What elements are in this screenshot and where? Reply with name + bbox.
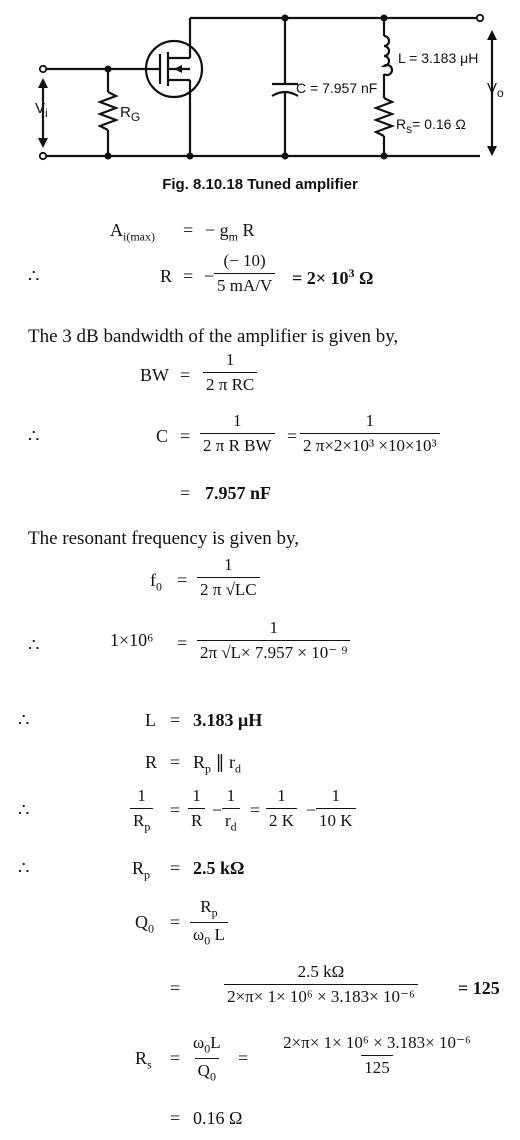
eq10-lhs-fraction: $\frac{1}{R_p}$ (130, 786, 153, 834)
rs-resistor (376, 98, 392, 136)
eq8-lhs: L (145, 710, 156, 730)
eq11-value: 2.5 kΩ (193, 858, 245, 878)
eq12-lhs: $Q_0$ (135, 912, 154, 936)
eq4-fraction-b: $\frac{1}{\text{2 π×2×10³ ×10×10³}}$ (300, 411, 440, 456)
eq1-lhs: $A_{i(max)}$ (110, 220, 155, 244)
eq6-fraction: $\frac{1}{2 \pi √LC}$ (197, 555, 260, 600)
eq9-equals: = (170, 752, 181, 772)
eq14-equals: = (170, 1048, 181, 1068)
eq15-equals: = (170, 1108, 181, 1128)
therefore-symbol: ∴ (28, 635, 40, 655)
eq14-lhs: $R_s$ (135, 1048, 152, 1072)
eq2-fraction: $\frac{(- 10)}{5 mA/V}$ (214, 251, 275, 296)
eq10-fraction-a: $\frac{1}{R}$ (188, 786, 205, 831)
eq13-result: = 125 (458, 978, 500, 998)
eq10-fraction-c: $\frac{1}{2 K}$ (266, 786, 297, 831)
vo-label: $V_o$ (487, 80, 504, 100)
eq5-equals: = (180, 483, 191, 503)
eq10-minus: − (212, 800, 223, 820)
eq2-lhs: R (160, 266, 173, 286)
rg-resistor (100, 92, 116, 130)
eq10-fraction-b: $\frac{1}{r_d}$ (222, 786, 240, 834)
figure-caption: Fig. 8.10.18 Tuned amplifier (162, 176, 358, 193)
therefore-symbol: ∴ (18, 858, 30, 878)
inductor-coil (384, 36, 392, 75)
eq2-minus: − (204, 266, 215, 286)
capacitor-label: C = 7.957 nF (296, 80, 378, 96)
eq14-fraction-b: $\frac{\text{2×π× 1× 10⁶ × 3.183× 10⁻⁶}}{125}$ (283, 1033, 471, 1077)
eq3-fraction: $\frac{1}{\text{2 π RC}}$ (203, 350, 257, 395)
eq9-rhs: $R_p$ ∥ $r_d$ (193, 752, 242, 776)
eq12-equals: = (170, 912, 181, 932)
eq14-equals-2: = (238, 1048, 249, 1068)
tuned-amplifier-circuit (0, 0, 520, 170)
eq2-equals: = (183, 266, 194, 286)
bandwidth-text: The 3 dB bandwidth of the amplifier is given by, (28, 326, 399, 347)
eq13-equals: = (170, 978, 181, 998)
rs-label: $R_s= 0.16$ Ω (396, 116, 466, 136)
rg-label: $R_G$ (120, 104, 141, 124)
eq7-fraction: $\frac{1}{\text{2π √L× 7.957 × 10⁻ ⁹}}$ (197, 618, 350, 663)
eq9-lhs: R (145, 752, 158, 772)
eq5-value: 7.957 nF (205, 483, 272, 503)
eq1-equals: = (183, 220, 194, 240)
eq6-equals: = (177, 570, 188, 590)
eq4-equals-2: = (287, 426, 298, 446)
eq10-equals-2: = (250, 800, 261, 820)
eq10-minus-2: − (306, 800, 317, 820)
eq7-equals: = (177, 633, 188, 653)
eq1-rhs: − $g_m$ R (205, 220, 255, 244)
eq3-lhs: BW (140, 365, 169, 385)
eq4-fraction-a: $\frac{1}{\text{2 π R BW}}$ (200, 411, 275, 456)
eq4-equals: = (180, 426, 191, 446)
eq3-equals: = (180, 365, 191, 385)
eq10-equals: = (170, 800, 181, 820)
eq14-fraction-a: $\frac{\omega_0L}{Q_0}$ (193, 1033, 221, 1084)
eq12-fraction: $\frac{R_p}{\omega_0 L}$ (190, 897, 228, 949)
eq2-result: = $2\times 10^3$ Ω (292, 266, 374, 288)
eq8-value: 3.183 μH (193, 710, 263, 730)
eq11-equals: = (170, 858, 181, 878)
therefore-symbol: ∴ (18, 800, 30, 820)
therefore-symbol: ∴ (18, 710, 30, 730)
therefore-symbol: ∴ (28, 266, 40, 286)
therefore-symbol: ∴ (28, 426, 40, 446)
eq10-fraction-d: $\frac{1}{10 K}$ (316, 786, 356, 831)
inductor-label: L = 3.183 μH (398, 50, 479, 66)
vi-label: $V_i$ (35, 100, 48, 120)
eq11-lhs: $R_p$ (132, 858, 151, 882)
eq4-lhs: C (156, 426, 169, 446)
eq13-fraction: $\frac{2.5 k\Omega}{\text{2×π× 1× 10⁶ × 3.183× 10⁻⁶}}$ (190, 962, 452, 1007)
eq8-equals: = (170, 710, 181, 730)
eq15-value: 0.16 Ω (193, 1108, 243, 1128)
eq7-lhs: 1×10⁶ (110, 630, 154, 650)
eq6-lhs: $f_0$ (150, 570, 162, 594)
resonant-text: The resonant frequency is given by, (28, 528, 300, 549)
